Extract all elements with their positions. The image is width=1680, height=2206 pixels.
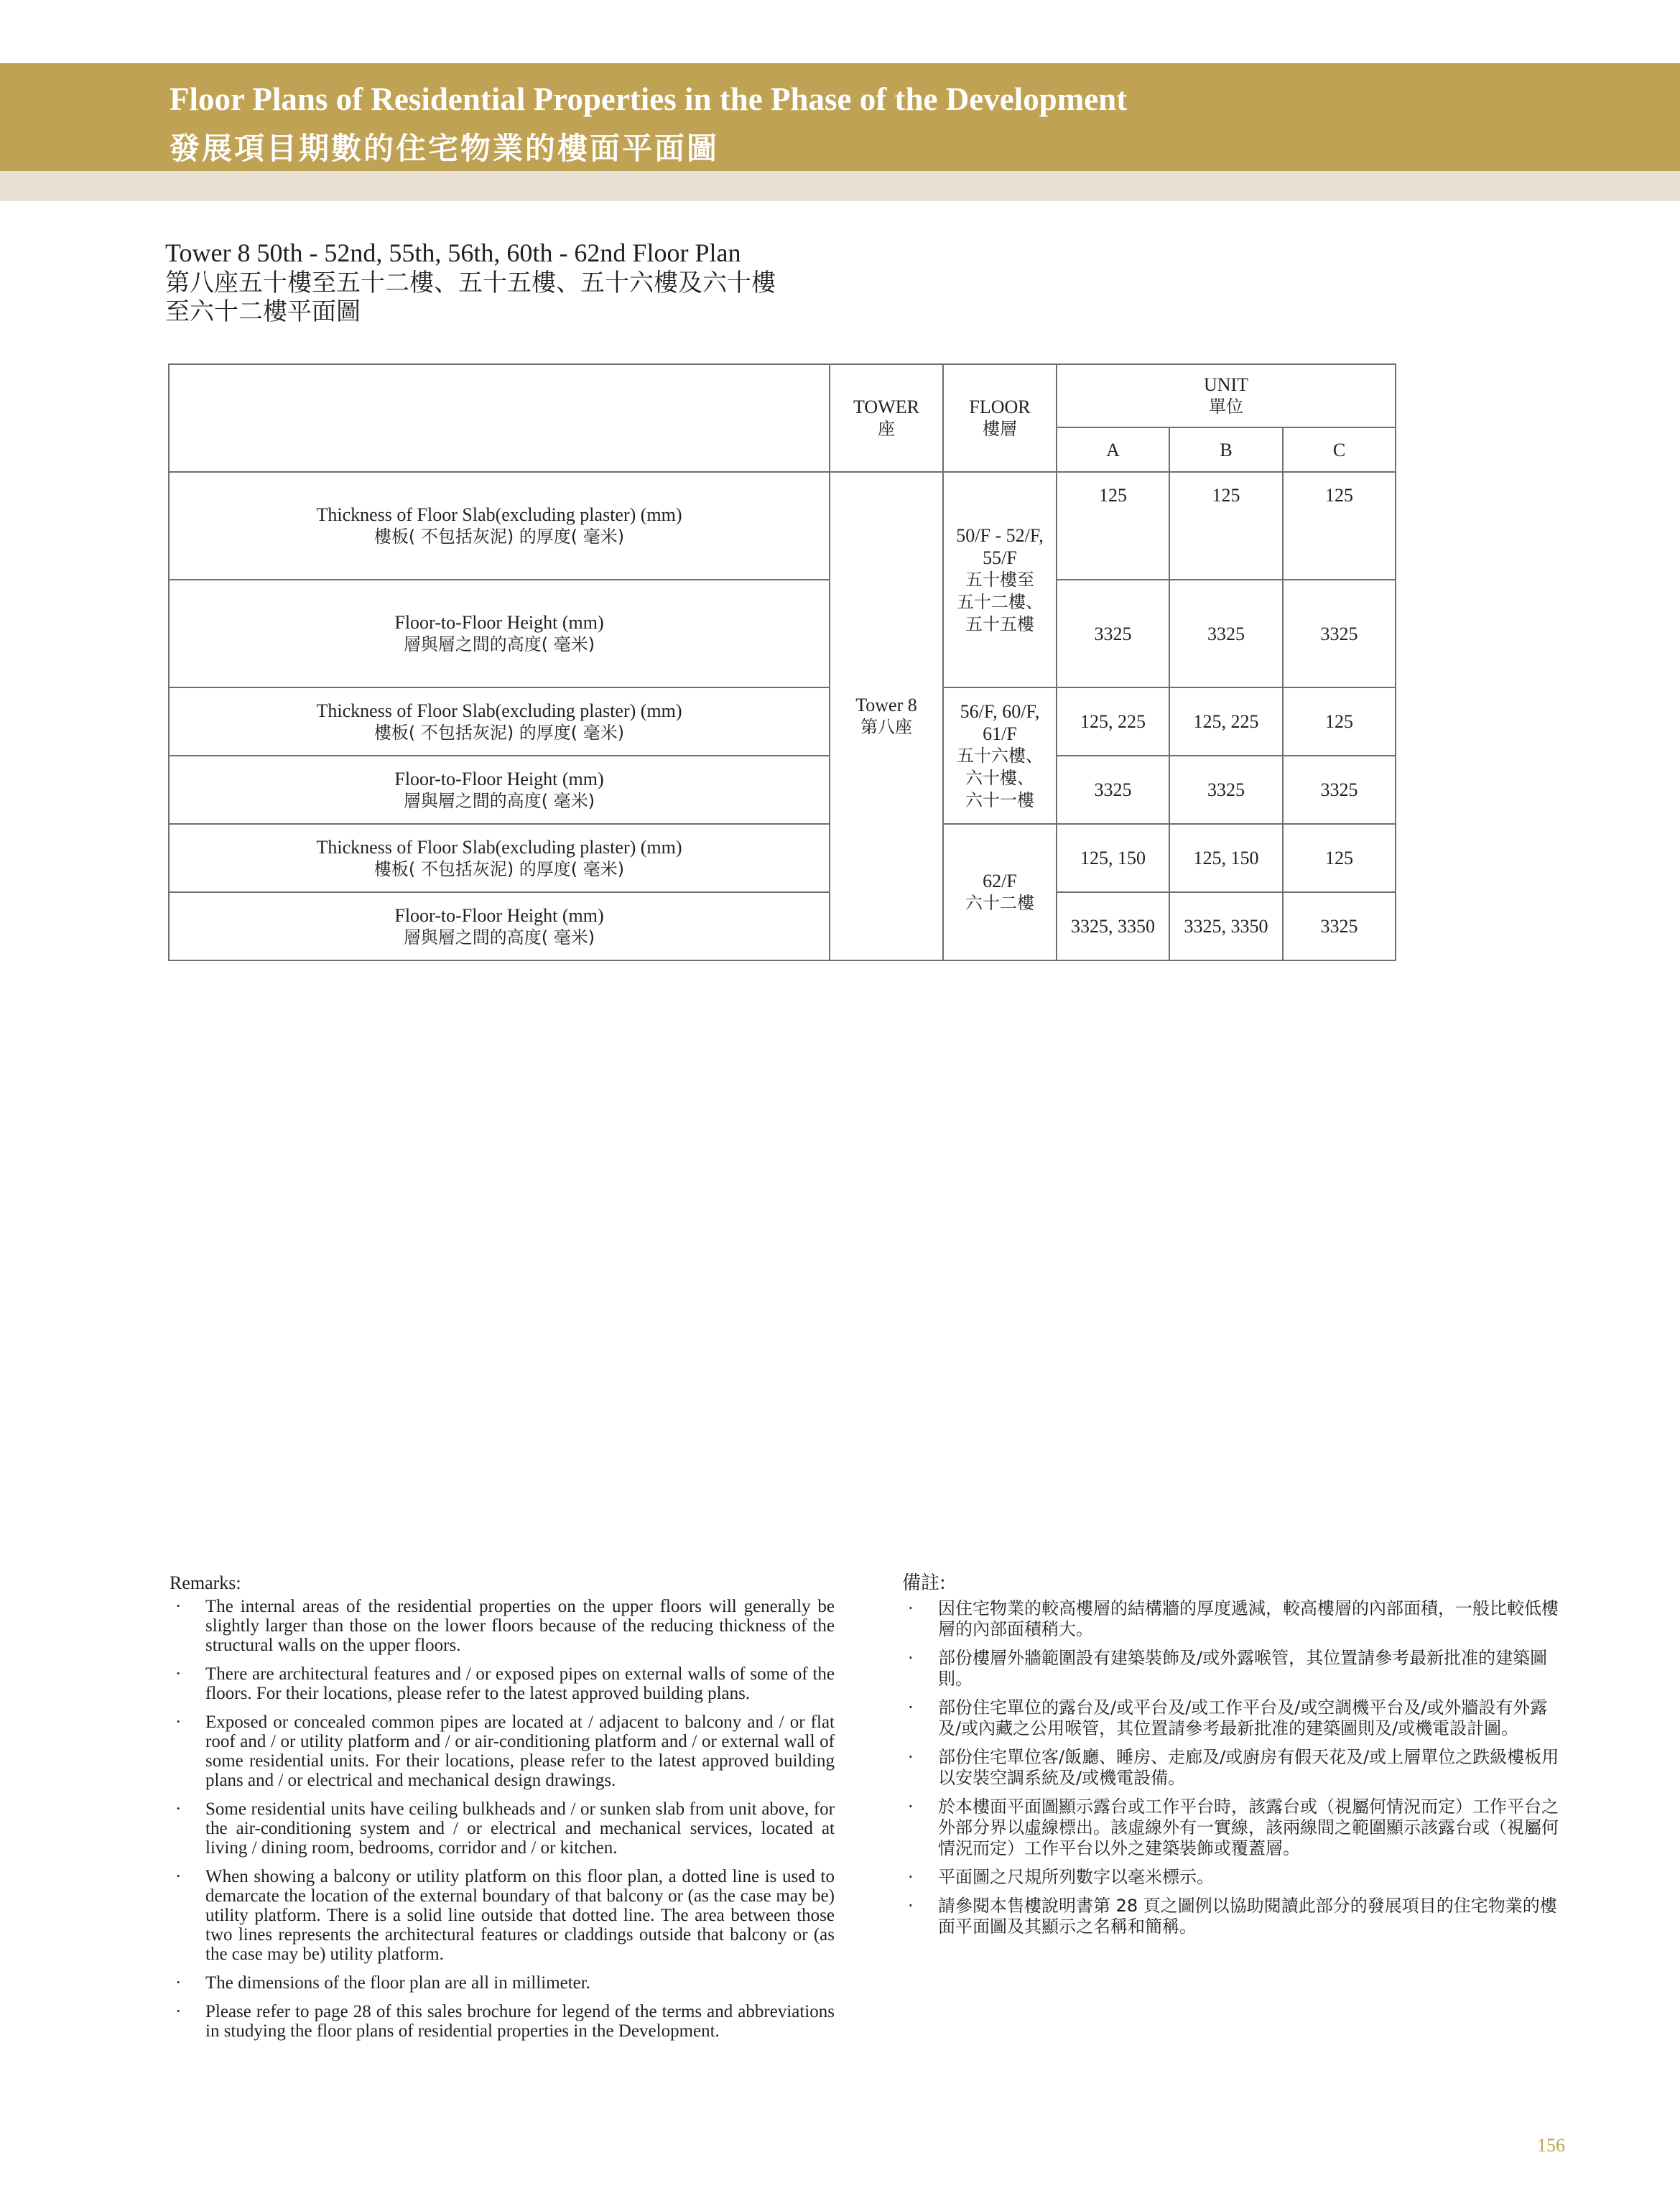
header-unit-a: A [1057,427,1169,472]
bullet: · [908,1797,914,1817]
list-item: · 部份住宅單位的露台及/或平台及/或工作平台及/或空調機平台及/或外牆設有外露及/或內藏之公用喉管，其位置請參考最新批准的建築圖則及/或機電設計圖。 [908,1697,1548,1738]
table-row [169,472,1396,580]
value-cell: 3325 [1283,892,1396,960]
header-floor: FLOOR 樓層 [943,364,1057,472]
value-cell: 3325 [1169,580,1283,687]
value-cell: 3325 [1283,756,1396,824]
list-item: · There are architectural features and / or exposed pipes on external walls of some of the floors. For their locations, please refer to the latest approved building plans. [175,1664,835,1703]
bullet: · [175,1867,182,1886]
table-corner-cell [169,364,830,472]
floor-plan-title-zh-line1: 第八座五十樓至五十二樓、五十五樓、五十六樓及六十樓 [165,269,776,297]
list-item: · 部份樓層外牆範圍設有建築裝飾及/或外露喉管，其位置請參考最新批准的建築圖則。 [908,1648,1548,1689]
header-unit: UNIT 單位 [1057,364,1396,427]
value-cell: 3325 [1057,756,1169,824]
tower-cell: Tower 8 第八座 [830,472,943,960]
value-cell: 3325, 3350 [1169,892,1283,960]
table-row [169,687,1396,756]
bullet: · [908,1747,914,1767]
page-title-en: Floor Plans of Residential Properties in the Phase of the Development [170,81,1128,117]
value-cell: 3325 [1283,580,1396,687]
value-cell: 125 [1283,472,1396,580]
row-label-slab: Thickness of Floor Slab(excluding plaster) (mm) 樓板( 不包括灰泥) 的厚度( 毫米) [169,687,830,756]
header-underline-band [0,171,1680,201]
bullet: · [175,1799,182,1819]
value-cell: 125 [1169,472,1283,580]
row-label-slab: Thickness of Floor Slab(excluding plaster) (mm) 樓板( 不包括灰泥) 的厚度( 毫米) [169,472,830,580]
remarks-heading-zh: 備註: [902,1572,946,1594]
header-unit-b: B [1169,427,1283,472]
floor-cell-group-3: 62/F 六十二樓 [943,824,1057,960]
floor-plan-title [165,237,776,326]
value-cell: 125 [1283,687,1396,756]
row-label-height: Floor-to-Floor Height (mm) 層與層之間的高度( 毫米) [169,892,830,960]
value-cell: 125, 225 [1169,687,1283,756]
bullet: · [175,2002,182,2021]
value-cell: 125, 150 [1057,824,1169,892]
table-row [169,580,1396,687]
table-row [169,824,1396,892]
row-label-height: Floor-to-Floor Height (mm) 層與層之間的高度( 毫米) [169,756,830,824]
page-number: 156 [1537,2135,1565,2156]
list-item: · 部份住宅單位客/飯廳、睡房、走廊及/或廚房有假天花及/或上層單位之跌級樓板用以安裝空調系統及/或機電設備。 [908,1747,1559,1788]
bullet: · [908,1598,914,1618]
floor-cell-group-2: 56/F, 60/F, 61/F 五十六樓、 六十樓、 六十一樓 [943,687,1057,824]
bullet: · [175,1713,182,1732]
floor-cell-group-1: 50/F - 52/F, 55/F 五十樓至 五十二樓、 五十五樓 [943,472,1057,687]
list-item: · Please refer to page 28 of this sales brochure for legend of the terms and abbreviations in studying the floor plans of residential properties in the Development. [175,2002,835,2041]
list-item: · 因住宅物業的較高樓層的結構牆的厚度遞減，較高樓層的內部面積，一般比較低樓層的內部面積稍大。 [908,1598,1559,1639]
list-item: · When showing a balcony or utility platform on this floor plan, a dotted line is used to demarcate the location of the external boundary of that balcony or (as the case may be) utility platform. There is a solid line outside that dotted line. The area between those two lines represents the architectural features or claddings outside that balcony or (as the case may be) utility platform. [175,1867,835,1964]
floor-plan-title-en: Tower 8 50th - 52nd, 55th, 56th, 60th - 62nd Floor Plan [165,238,741,267]
list-item: · 平面圖之尺規所列數字以毫米標示。 [908,1867,1214,1887]
floor-spec-table [168,363,1396,961]
value-cell: 125, 225 [1057,687,1169,756]
header-tower: TOWER 座 [830,364,943,472]
list-item: · Some residential units have ceiling bulkheads and / or sunken slab from unit above, for the air-conditioning system and / or electrical and mechanical services, located at living / dining room, bedrooms, corridor and / or kitchen. [175,1799,835,1858]
bullet: · [908,1867,914,1887]
bullet: · [908,1697,914,1718]
table-row [169,756,1396,824]
list-item: · The dimensions of the floor plan are all in millimeter. [175,1973,590,1993]
list-item: · 請參閱本售樓說明書第 28 頁之圖例以協助閱讀此部分的發展項目的住宅物業的樓面平面圖及其顯示之名稱和簡稱。 [908,1896,1557,1937]
row-label-slab: Thickness of Floor Slab(excluding plaster) (mm) 樓板( 不包括灰泥) 的厚度( 毫米) [169,824,830,892]
list-item: · 於本樓面平面圖顯示露台或工作平台時，該露台或（視屬何情況而定）工作平台之外部分界以虛線標出。該虛線外有一實線，該兩線間之範圍顯示該露台或（視屬何情況而定）工作平台以外之建築裝飾或覆蓋層。 [908,1797,1559,1858]
table-row [169,892,1396,960]
bullet: · [175,1973,182,1993]
row-label-height: Floor-to-Floor Height (mm) 層與層之間的高度( 毫米) [169,580,830,687]
bullet: · [175,1597,182,1616]
value-cell: 125 [1057,472,1169,580]
value-cell: 3325 [1169,756,1283,824]
bullet: · [175,1664,182,1684]
bullet: · [908,1648,914,1668]
remarks-heading-en: Remarks: [170,1572,241,1593]
value-cell: 3325 [1057,580,1169,687]
value-cell: 125, 150 [1169,824,1283,892]
header-unit-c: C [1283,427,1396,472]
page-title-zh: 發展項目期數的住宅物業的樓面平面圖 [170,131,720,166]
value-cell: 125 [1283,824,1396,892]
list-item: · Exposed or concealed common pipes are located at / adjacent to balcony and / or flat roof and / or utility platform and / or air-conditioning platform and / or external wall of some residential units. For their locations, please refer to the latest approved building plans and / or electrical and mechanical design drawings. [175,1713,835,1790]
floor-plan-title-zh-line2: 至六十二樓平面圖 [165,297,361,326]
list-item: · The internal areas of the residential properties on the upper floors will generally be slightly larger than those on the lower floors because of the reducing thickness of the structural walls on the upper floors. [175,1597,835,1655]
remarks-english [170,1573,835,2050]
value-cell: 3325, 3350 [1057,892,1169,960]
remarks-chinese [902,1573,1569,1945]
bullet: · [908,1896,914,1916]
